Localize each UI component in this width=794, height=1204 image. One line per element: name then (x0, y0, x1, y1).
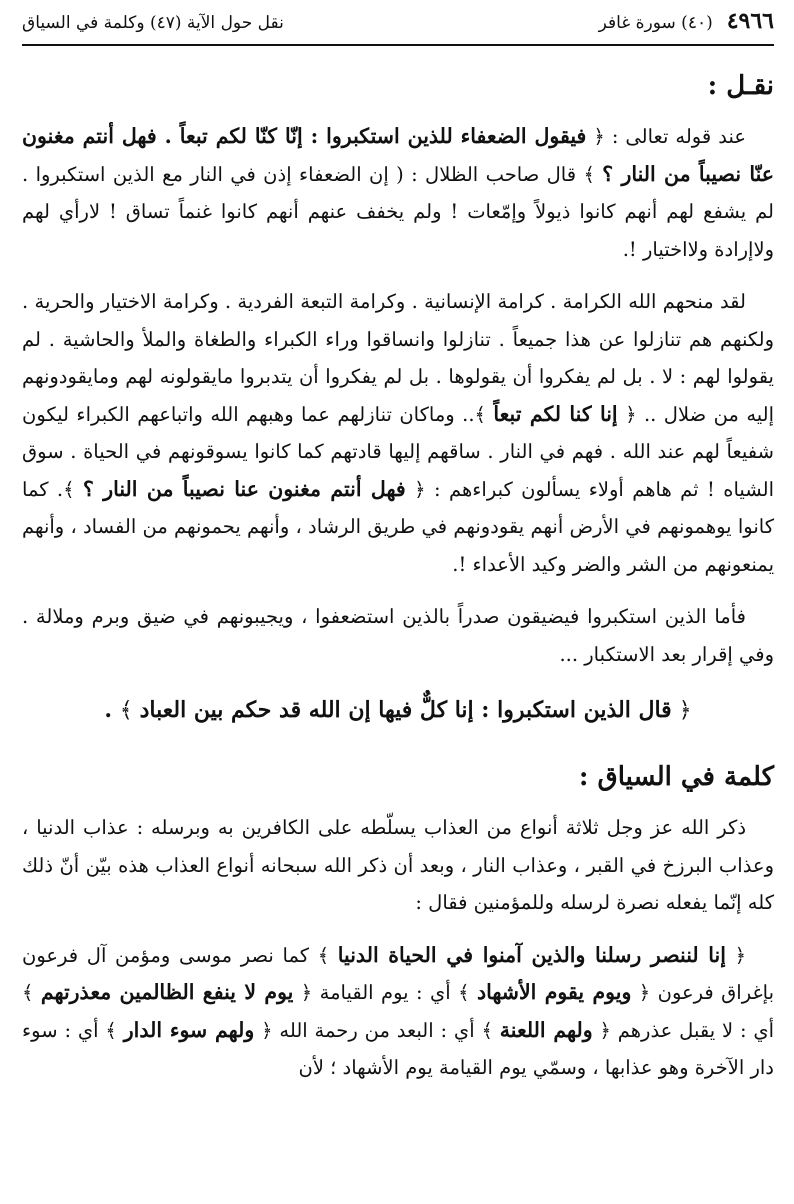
quran-close-bracket: ﴾ (474, 402, 494, 426)
quran-verse: فهل أنتم مغنون عنا نصيباً من النار ؟ (82, 476, 406, 501)
page-number: ٤٩٦٦ (726, 8, 774, 34)
section-heading-context: كلمة في السياق : (578, 762, 774, 792)
text-run: كما نصر موسى ومؤمن آل فرعون بإغراق فرعون (22, 943, 775, 1004)
quran-open-bracket: ﴿ (617, 402, 637, 426)
quran-verse: ولهم اللعنة (499, 1017, 593, 1042)
text-run: أي : يوم القيامة (312, 981, 459, 1004)
header-divider (22, 44, 774, 46)
quran-verse: إنا كنا لكم تبعاً (493, 401, 618, 426)
book-page (22, 8, 774, 1198)
surah-name: (٤٠) سورة غافر (598, 13, 713, 33)
paragraph-punishments: ذكر الله عز وجل ثلاثة أنواع من العذاب يسلّطه على الكافرين به وبرسله : عذاب الدنيا ، وعذاب البرزخ في القبر ، وعذاب النار ، وبعد أن ذكر الله سبحانه أنواع العذاب هذه بيّن أنّ ذلك كله إنّما يفعله نصرة لرسله وللمؤمنين فقال : (22, 816, 774, 914)
quran-verse: قال الذين استكبروا : إنا كلٌّ فيها إن الله قد حكم بين العباد (139, 697, 672, 723)
quran-close-bracket: ﴾ (63, 477, 83, 501)
quran-close-bracket: ﴾ (22, 981, 41, 1004)
text-run: .. وماكان تنازلهم عما وهبهم الله واتباعهم الكبراء ليكون شفيعاً لهم عند الله . فهم في النار . ساقهم إليها قادتهم كما كانوا يسوقونهم في الحياة . سوق الشياه ! ثم هاهم أولاء يسألون كبراءهم : (22, 402, 775, 501)
running-header (22, 8, 774, 42)
quran-close-bracket: ﴾ (119, 698, 140, 723)
quran-verse: فيقول الضعفاء للذين استكبروا : إنّا كنّا لكم تبعاً . فهل أنتم مغنون عنّا نصيباً من النار ؟ (22, 124, 775, 186)
quran-open-bracket: ﴿ (405, 477, 426, 501)
quran-open-bracket: ﴿ (586, 125, 605, 148)
text-run: عند قوله تعالى : (604, 125, 746, 148)
text-run: أي : لا يقبل عذرهم (610, 1018, 775, 1042)
paragraph-quote-intro (22, 118, 774, 268)
quran-verse: إنا لننصر رسلنا والذين آمنوا في الحياة الدنيا (337, 942, 726, 967)
section-heading-naql: نقـل : (707, 71, 774, 101)
text-run: أي : سوء دار الآخرة وهو عذابها ، وسمّي يوم القيامة يوم الأشهاد ؛ لأن (22, 1018, 774, 1079)
text-run: قال صاحب الظلال : ( إن الضعفاء إذن في النار مع الذين استكبروا . لم يشفع لهم أنهم كانوا ذيولاً وإمّعات ! ولم يخفف عنهم أنهم كانوا غنماً تساق ! لارأي لهم ولاإرادة ولااختيار !. (22, 162, 774, 261)
quran-open-bracket: ﴿ (293, 981, 313, 1004)
text-run: . كما كانوا يوهمونهم في الأرض أنهم يقودونهم في طريق الرشاد ، وأنهم يحمونهم من الفساد ، وأنهم يمنعونهم من الشر والضر وكيد الأعداء !. (22, 477, 774, 576)
centered-quran-verse (22, 688, 774, 733)
text-run: لقد منحهم الله الكرامة . كرامة الإنسانية . وكرامة التبعة الفردية . وكرامة الاختيار والحرية . ولكنهم هم تنازلوا عن هذا جميعاً . تنازلوا وانساقوا وراء الكبراء والطغاة والملأ والحاشية . لم يقولوا لهم : لا . بل لم يفكروا أن يقولوها . بل لم يفكروا أن يتدبروا مايقولونه لهم ومايقودونهم إليه من ضلال .. (22, 290, 775, 426)
quran-close-bracket: ﴾ (583, 162, 603, 186)
paragraph-victory (22, 937, 774, 1087)
quran-verse: يوم لا ينفع الظالمين معذرتهم (40, 980, 294, 1004)
header-topic: نقل حول الآية (٤٧) وكلمة في السياق (22, 13, 284, 33)
quran-open-bracket: ﴿ (671, 698, 692, 723)
quran-close-bracket: ﴾ (481, 1018, 500, 1042)
quran-verse: ويوم يقوم الأشهاد (476, 980, 632, 1004)
quran-open-bracket: ﴿ (725, 943, 746, 967)
paragraph-dignity (22, 283, 774, 583)
text-run: أي : البعد من رحمة الله (272, 1018, 482, 1042)
quran-verse: ولهم سوء الدار (123, 1017, 255, 1042)
paragraph-arrogant: فأما الذين استكبروا فيضيقون صدراً بالذين استضعفوا ، ويجيبونهم في ضيق وبرم وملالة . وفي إقرار بعد الاستكبار ... (22, 605, 774, 666)
quran-close-bracket: ﴾ (105, 1018, 124, 1042)
quran-open-bracket: ﴿ (592, 1018, 611, 1042)
quran-close-bracket: ﴾ (317, 943, 338, 967)
quran-close-bracket: ﴾ (458, 981, 477, 1004)
quran-open-bracket: ﴿ (631, 981, 651, 1004)
text-run: . (104, 697, 120, 723)
quran-open-bracket: ﴿ (254, 1018, 273, 1042)
header-right-group (599, 8, 774, 34)
